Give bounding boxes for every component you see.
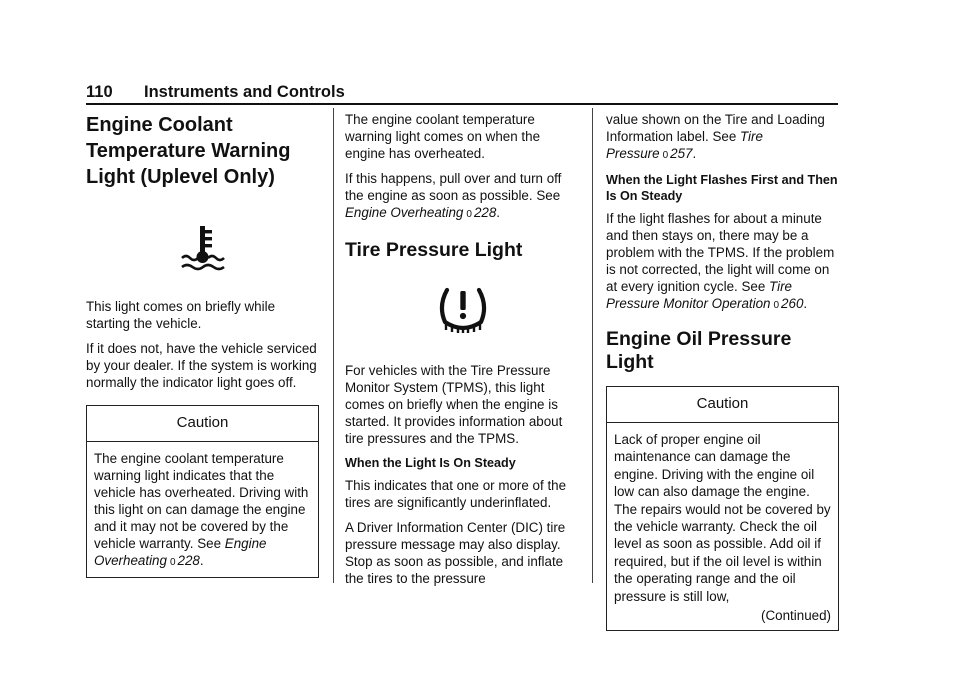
column-1 xyxy=(86,112,319,578)
page-ref-arrow-icon: 0 xyxy=(169,557,176,568)
paragraph: This indicates that one or more of the tires are significantly underinflated. xyxy=(345,478,567,510)
page-ref[interactable]: 228 xyxy=(177,553,200,568)
page-ref[interactable]: 228 xyxy=(473,205,497,220)
heading-line: Engine Coolant xyxy=(86,114,233,136)
paragraph xyxy=(345,170,580,223)
cross-reference-link[interactable]: Tire Pressure xyxy=(606,129,763,161)
paragraph-text: value shown on the Tire and Loading Information label. See xyxy=(606,112,825,144)
page-ref-arrow-icon: 0 xyxy=(466,209,472,220)
page-ref-arrow-icon: 0 xyxy=(773,300,780,311)
subheading: When the Light Is On Steady xyxy=(345,456,516,470)
paragraph xyxy=(606,111,839,164)
caution-body xyxy=(607,423,838,630)
header-rule xyxy=(86,103,838,105)
column-divider xyxy=(333,108,334,583)
caution-box xyxy=(606,386,839,631)
caution-text: The engine coolant temperature warning light indicates that the vehicle has overheated. Driving with this light on can damage the engine and it may not be covered by the vehicle warranty. See xyxy=(94,451,309,551)
paragraph: If it does not, have the vehicle serviced by your dealer. If the system is working normally the indicator light goes off. xyxy=(86,341,317,390)
coolant-temperature-icon xyxy=(86,224,319,272)
page-ref-arrow-icon: 0 xyxy=(662,150,669,161)
paragraph: For vehicles with the Tire Pressure Monitor System (TPMS), this light comes on briefly when the engine is started. It provides information about tire pressures and the TPMS. xyxy=(345,363,563,446)
paragraph: The engine coolant temperature warning light comes on when the engine has overheated. xyxy=(345,112,541,161)
column-3 xyxy=(606,111,839,631)
paragraph: A Driver Information Center (DIC) tire pressure message may also display. Stop as soon as possible, and inflate the tires to the pressure xyxy=(345,520,566,586)
column-2 xyxy=(345,111,580,595)
punctuation: . xyxy=(199,553,204,568)
heading-line: Temperature Warning xyxy=(86,140,291,162)
cross-reference-link[interactable]: Tire Pressure Monitor Operation xyxy=(606,279,792,311)
page-number: 110 xyxy=(86,83,113,101)
caution-box xyxy=(86,405,319,578)
punctuation: . xyxy=(496,205,501,220)
paragraph xyxy=(606,210,839,314)
heading-line: Light (Uplevel Only) xyxy=(86,166,275,188)
page-ref[interactable]: 260 xyxy=(781,296,804,311)
paragraph: This light comes on briefly while starting the vehicle. xyxy=(86,299,276,331)
subheading: When the Light Flashes First and Then Is On Steady xyxy=(606,173,838,203)
caution-title: Caution xyxy=(607,387,838,423)
paragraph-text: If this happens, pull over and turn off the engine as soon as possible. See xyxy=(345,171,562,203)
oil-pressure-heading: Engine Oil Pressure Light xyxy=(606,328,792,373)
cross-reference-link[interactable]: Engine Overheating xyxy=(94,536,267,568)
cross-reference-link[interactable]: Engine Overheating xyxy=(345,205,464,220)
tire-pressure-icon xyxy=(345,284,580,334)
page-header xyxy=(86,82,838,102)
tire-pressure-heading: Tire Pressure Light xyxy=(345,239,523,261)
page-ref[interactable]: 257 xyxy=(670,146,693,161)
section-title: Instruments and Controls xyxy=(144,83,345,101)
coolant-heading xyxy=(86,112,319,190)
caution-text: Lack of proper engine oil maintenance can damage the engine. Driving with the engine oil low can also damage the engine. The repairs would not be covered by the vehicle warranty. Check the oil level as soon as possible. Add oil if required, but if the oil level is within the operating range and the oil pressure is still low, xyxy=(614,432,831,604)
paragraph-text: If the light flashes for about a minute and then stays on, there may be a problem with the TPMS. If the problem is not corrected, the light will come on at every ignition cycle. See xyxy=(606,211,835,294)
column-divider xyxy=(592,108,593,583)
punctuation: . xyxy=(803,296,808,311)
caution-title: Caution xyxy=(87,406,318,442)
punctuation: . xyxy=(692,146,697,161)
continued-label: (Continued) xyxy=(761,608,831,624)
caution-body xyxy=(87,442,318,577)
